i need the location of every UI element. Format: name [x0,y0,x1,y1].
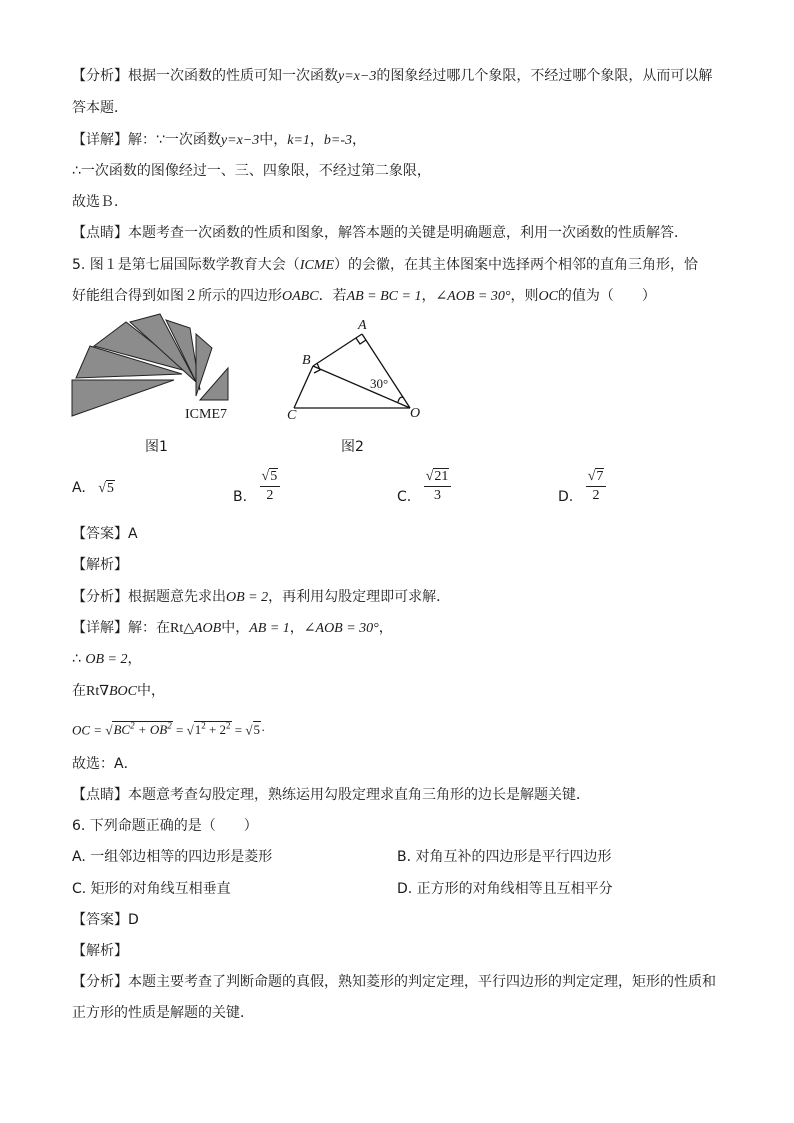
angle-label: 30° [370,376,389,391]
point-a: A [358,318,367,333]
logo-triangle [196,334,212,396]
text: 的图象经过哪几个象限，不经过哪个象限，从而可以解 [376,68,713,84]
q6-option-d[interactable]: D. 正方形的对角线相等且互相平分 [397,881,613,897]
math-expr: ∠AOB = 30° [435,289,511,304]
math-expr: OB = 2 [226,590,269,605]
math-expr: y=x−3 [220,133,260,148]
radicand: 7 [596,469,604,484]
text: 解：在 [128,620,170,636]
text: 中， [137,683,166,699]
text: 解：∵一次函数 [128,132,221,148]
radicand: 5 [270,469,278,484]
q5-choice: 故选：A． [72,756,138,772]
math-expr: k=1 [287,133,310,148]
math-expr: BC [113,722,131,738]
analysis-label: 【分析】 [72,68,128,84]
q5-stem-line-2 [72,286,656,307]
math-expr: = [175,722,184,738]
math-expr: · [261,722,266,738]
math-expr: OB = 2 [85,652,128,667]
q5-comment [72,785,590,805]
q6-option-a[interactable]: A. 一组邻边相等的四边形是菱形 [72,849,273,865]
text: ）的会徽，在其主体图案中选择两个相邻的直角三角形，恰 [334,257,699,273]
q6-option-b[interactable]: B. 对角互补的四边形是平行四边形 [397,849,612,865]
option-label: A. [72,480,86,496]
q6-jiexi: 【解析】 [72,943,128,959]
fraction: $\frac{√7}{2}$ [586,468,607,505]
text: ， [309,132,324,148]
answer-label: 【答案】 [72,526,128,542]
text: 中， [259,132,288,148]
point-o: O [410,406,421,421]
denominator: 2 [266,488,274,503]
analysis-label: 【分析】 [72,974,128,990]
radicand: 21 [434,469,449,484]
q5-analysis [72,587,450,608]
detail-label: 【详解】 [72,620,128,636]
math-expr: AB = 1 [249,621,290,636]
text: ∴ [72,651,81,667]
text: ．若 [318,288,347,304]
answer-value: D [128,912,139,928]
text: 根据一次函数的性质可知一次函数 [128,68,338,84]
math-expr: OC = [72,722,103,738]
math-expr: ICME [299,258,335,273]
math-expr: 1 [194,722,202,738]
q5-jiexi: 【解析】 [72,557,128,573]
q5-formula [72,716,265,740]
text: 本题主要考查了判断命题的真假，熟知菱形的判定定理，平行四边形的判定定理，矩形的性质和 [128,974,716,990]
math-expr: y=x−3 [338,69,377,84]
answer-label: 【答案】 [72,912,128,928]
fig1-label: ICME7 [185,407,227,422]
figure-1-icme-logo [70,312,240,422]
fraction: $\frac{√5}{2}$ [260,468,281,505]
q4-analysis-line-2: 答本题． [72,100,128,116]
segment-bo [313,366,410,408]
q4-comment [72,223,688,243]
math-expr: b=-3 [323,133,353,148]
sqrt-expr: $√BC^2 + OB^2$ [105,721,172,738]
text: ， [421,288,436,304]
segment-bc [294,366,313,408]
radicand: 5 [106,481,114,496]
math-expr: Rt△ [170,621,194,636]
text: 的值为（ ） [557,288,656,304]
comment-label: 【点睛】 [72,225,128,241]
text: ， [352,132,367,148]
text: 本题意考查勾股定理，熟练运用勾股定理求直角三角形的边长是解题关键． [128,787,590,803]
math-expr: ∇BOC [99,684,138,699]
math-expr: Rt [86,684,100,699]
text: 5. 图１是第七届国际数学教育大会（ [72,257,300,273]
fraction: $\frac{√21}{3}$ [424,468,452,505]
option-d[interactable] [558,468,606,505]
q4-choice: 故选Ｂ． [72,194,128,210]
q5-in-triangle [72,681,165,702]
text: ， [289,620,304,636]
text: 根据题意先求出 [128,589,226,605]
option-c[interactable] [397,468,451,505]
point-b: B [302,353,311,368]
math-expr: OABC [282,289,319,304]
fig2-caption: 图2 [341,439,364,455]
option-label: D. [558,488,574,505]
q6-stem: 6. 下列命题正确的是（ ） [72,818,258,834]
option-label: C. [397,488,412,505]
sqrt-expr: $√1^2 + 2^2$ [186,721,231,738]
q4-conclusion: ∴一次函数的图像经过一、三、四象限，不经过第二象限， [72,163,431,179]
text: ，则 [510,288,539,304]
comment-label: 【点睛】 [72,787,128,803]
q4-analysis-line [72,66,712,87]
math-expr: OC [538,289,558,304]
denominator: 2 [592,488,600,503]
q6-analysis-2: 正方形的性质是解题的关键． [72,1005,254,1021]
q4-detail-line [72,130,366,151]
math-expr: = [234,722,243,738]
option-a[interactable] [72,478,115,499]
math-expr: + OB [137,722,168,738]
math-expr: + 2 [208,722,227,738]
text: 在 [72,683,86,699]
radicand: 5 [253,722,261,738]
math-expr: ∠AOB = 30° [303,621,379,636]
q5-answer [72,524,138,544]
text: 好能组合得到如图２所示的四边形 [72,288,282,304]
point-c: C [287,408,297,423]
q6-answer [72,910,139,930]
detail-label: 【详解】 [72,132,128,148]
text: ， [127,651,142,667]
figure-2-quadrilateral [280,316,430,426]
denominator: 3 [434,488,442,503]
q5-stem-line-1 [72,255,698,276]
q6-option-c[interactable]: C. 矩形的对角线互相垂直 [72,881,231,897]
option-label: B. [233,488,248,505]
math-expr: AOB [194,621,222,636]
option-b[interactable] [233,468,280,505]
q6-analysis [72,972,716,992]
analysis-label: 【分析】 [72,589,128,605]
angle-arc-o [398,397,404,402]
text: 本题考查一次函数的性质和图象，解答本题的关键是明确题意，利用一次函数的性质解答． [128,225,688,241]
sqrt-expr: √5 [98,481,114,496]
text: ， [378,620,393,636]
text: ，再利用勾股定理即可求解． [268,589,451,605]
logo-triangle [72,380,174,416]
math-expr: AB = BC = 1 [346,289,422,304]
sqrt-expr: √5 [245,722,261,738]
segment-ab [313,334,362,366]
q5-detail [72,618,393,639]
fig1-caption: 图1 [145,439,168,455]
text: 中， [221,620,250,636]
answer-value: A [128,526,138,542]
q5-therefore [72,649,141,670]
